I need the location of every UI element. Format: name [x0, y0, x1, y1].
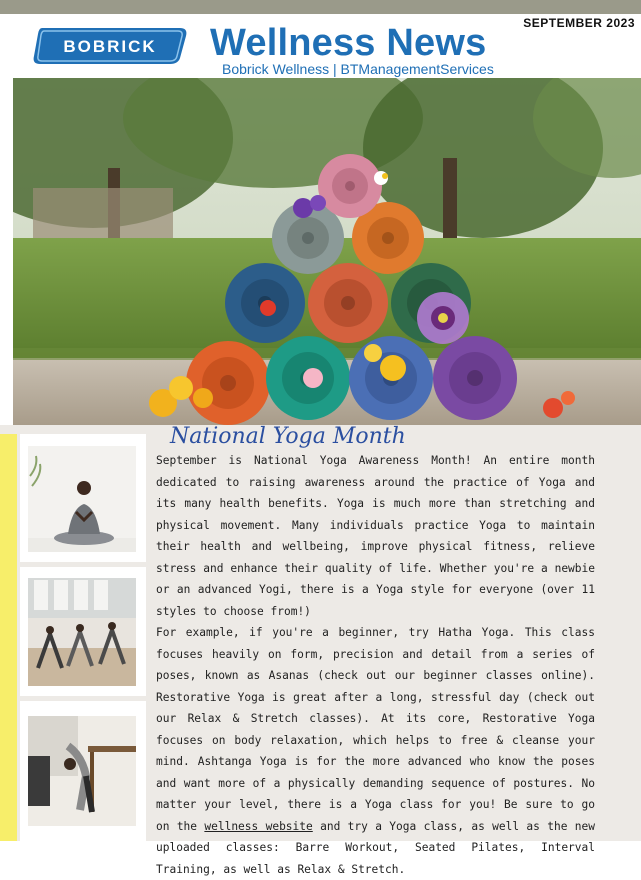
top-bar: [0, 0, 641, 14]
newsletter-subtitle: Bobrick Wellness | BTManagementServices: [222, 61, 494, 77]
hero-yoga-mats-image: [13, 78, 641, 425]
article-paragraph-1: September is National Yoga Awareness Month! An entire month dedicated to raising awareness around the practice of Yoga and its many health benefits. Yoga is much more than stretching and physical movement. Many individuals practice Yoga to maintain their health and wellbeing, improve physical fitness, relieve stress and enhance their quality of life. Whether you're a newbie or an advanced Yogi, there is a Yoga style for everyone (over 11 styles to choose from!): [156, 454, 595, 618]
article-body: [156, 450, 595, 880]
accent-bar: [0, 434, 17, 841]
bobrick-logo: [30, 24, 190, 68]
logo-text: BOBRICK: [63, 37, 157, 56]
photo-divider: [20, 696, 146, 701]
photo-office-stretch: [28, 716, 136, 826]
mat-orange-bottom: [186, 341, 270, 425]
article-paragraph-2: [156, 622, 595, 880]
photo-yoga-class: [28, 578, 136, 686]
photo-divider: [20, 562, 146, 567]
article-title: National Yoga Month: [170, 424, 406, 449]
newsletter-header: [0, 14, 641, 78]
passion-flower: [417, 292, 469, 344]
paragraph-2-end: and try a Yoga class, as well as the new uploaded classes: Barre Workout, Seated Pilates, Interval Training, as well as Relax & Stretch.: [156, 819, 596, 876]
paragraph-2-start: For example, if you're a beginner, try Hatha Yoga. This class focuses heavily on form, precision and detail from a series of poses, known as Asanas (check out our beginner classes online). Restorative Yoga is great after a long, stressful day (check out our Relax & Stretch classes). At its core, Restorative Yoga focuses on body relaxation, which helps to free & cleanse your mind. Ashtanga Yoga is for the more advanced who know the poses and want more of a physically demanding sequence of postures. No matter your level, there is a Yoga class for you! Be sure to go on the: [156, 626, 595, 833]
photo-seated-yoga: [28, 446, 136, 552]
wellness-website-link[interactable]: wellness website: [204, 819, 313, 833]
issue-date: SEPTEMBER 2023: [523, 16, 635, 30]
newsletter-title: Wellness News: [210, 22, 487, 64]
